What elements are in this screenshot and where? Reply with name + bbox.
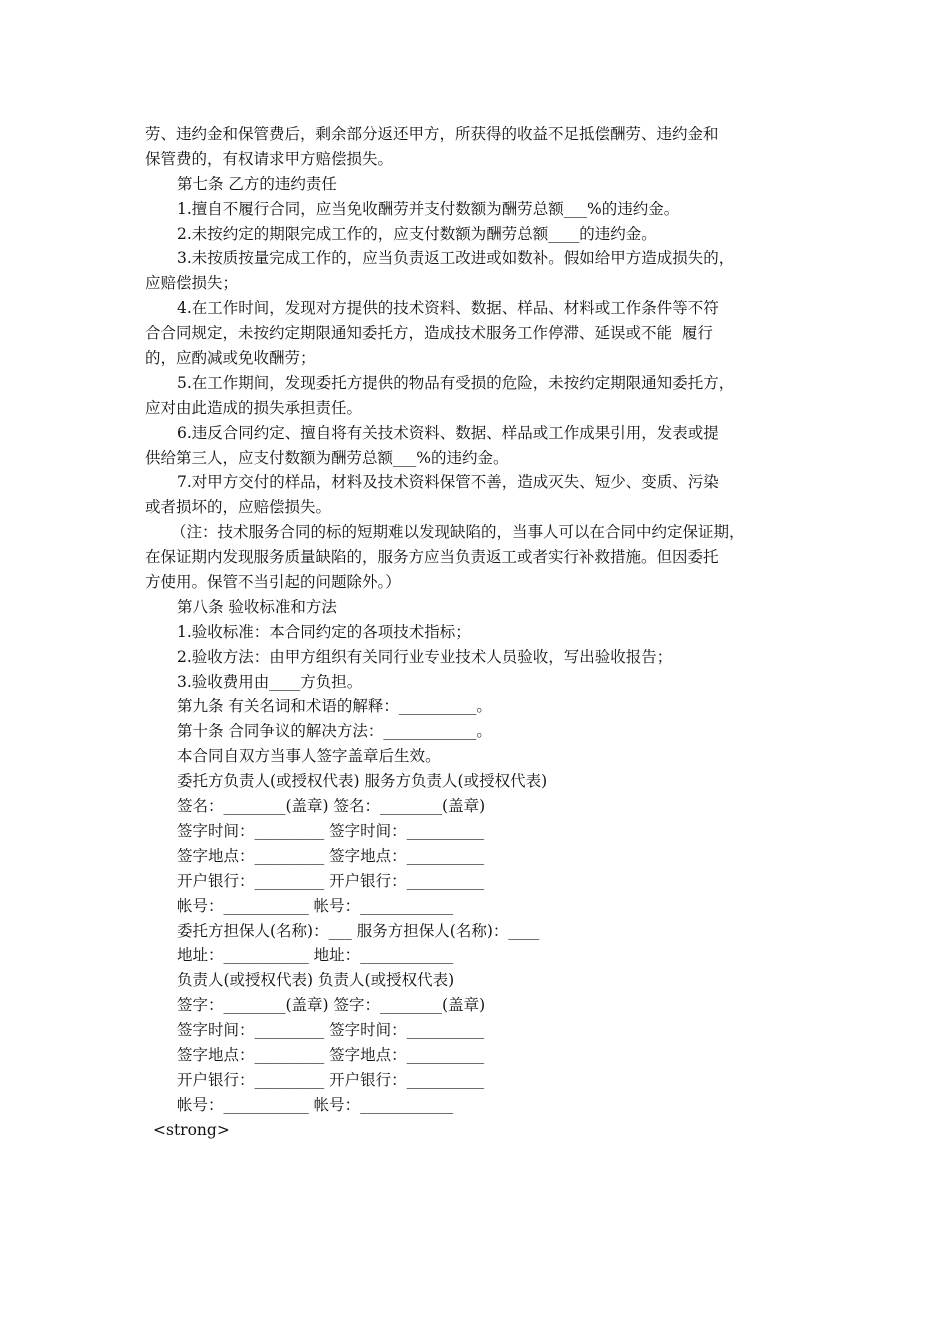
article-heading: 第八条 验收标准和方法 [177,597,337,616]
signature-line: 开户银行：_________ 开户银行：__________ [177,871,485,890]
guarantor-heading: 委托方担保人(名称)：___ 服务方担保人(名称)：____ [177,921,540,940]
article-heading: 第七条 乙方的违约责任 [177,174,337,193]
text-line: 合合同规定，未按约定期限通知委托方，造成技术服务工作停滞、延误或不能 履行 [145,324,713,343]
clause-line: 3.验收费用由____方负担。 [177,672,363,691]
clause-line: 2.未按约定的期限完成工作的，应支付数额为酬劳总额____的违约金。 [177,224,657,243]
clause-line: 3.未按质按量完成工作的，应当负责返工改进或如数补。假如给甲方造成损失的， [177,249,735,268]
text-line: 或者损坏的，应赔偿损失。 [145,498,332,517]
text-line: 劳、违约金和保管费后，剩余部分返还甲方，所获得的收益不足抵偿酬劳、违约金和 [145,125,719,143]
signature-line: 签名：________(盖章) 签名：________(盖章) [177,797,486,816]
signature-line: 签字时间：_________ 签字时间：__________ [177,1021,485,1040]
text-line: 的，应酌减或免收酬劳； [145,349,316,368]
effective-statement: 本合同自双方当事人签字盖章后生效。 [177,747,441,766]
signature-line: 签字时间：_________ 签字时间：__________ [177,821,485,840]
article-heading: 第十条 合同争议的解决方法：____________。 [177,722,492,741]
signature-line: 开户银行：_________ 开户银行：__________ [177,1070,485,1089]
text-line: 应赔偿损失； [145,274,239,293]
clause-line: 7.对甲方交付的样品，材料及技术资料保管不善，造成灭失、短少、变质、污染 [177,473,719,492]
clause-line: 1.擅自不履行合同，应当免收酬劳并支付数额为酬劳总额___%的违约金。 [177,199,680,218]
text-line: 供给第三人，应支付数额为酬劳总额___%的违约金。 [145,448,509,467]
text-line: 方使用。保管不当引起的问题除外。） [145,573,401,592]
text-line: 保管费的，有权请求甲方赔偿损失。 [145,149,394,168]
signature-line: 帐号：___________ 帐号：____________ [177,896,454,915]
signature-heading: 负责人(或授权代表) 负责人(或授权代表) [177,971,455,990]
signature-line: 签字：________(盖章) 签字：________(盖章) [177,996,486,1015]
note-line: （注：技术服务合同的标的短期难以发现缺陷的，当事人可以在合同中约定保证期， [171,523,745,542]
clause-line: 4.在工作时间，发现对方提供的技术资料、数据、样品、材料或工作条件等不符 [177,299,719,318]
stray-markup-text: <strong> [153,1120,230,1139]
signature-line: 地址：___________ 地址：____________ [177,946,454,965]
signature-line: 帐号：___________ 帐号：____________ [177,1095,454,1114]
clause-line: 1.验收标准：本合同约定的各项技术指标； [177,622,471,641]
article-heading: 第九条 有关名词和术语的解释：__________。 [177,697,492,716]
clause-line: 5.在工作期间，发现委托方提供的物品有受损的危险，未按约定期限通知委托方， [177,373,735,392]
clause-line: 2.验收方法：由甲方组织有关同行业专业技术人员验收，写出验收报告； [177,647,673,666]
text-line: 应对由此造成的损失承担责任。 [145,398,363,417]
text-line: 在保证期内发现服务质量缺陷的，服务方应当负责返工或者实行补救措施。但因委托 [145,548,719,567]
signature-line: 签字地点：_________ 签字地点：__________ [177,1045,485,1064]
signature-heading: 委托方负责人(或授权代表) 服务方负责人(或授权代表) [177,772,548,791]
signature-line: 签字地点：_________ 签字地点：__________ [177,846,485,865]
document-body [145,122,810,1143]
clause-line: 6.违反合同约定、擅自将有关技术资料、数据、样品或工作成果引用，发表或提 [177,423,719,442]
